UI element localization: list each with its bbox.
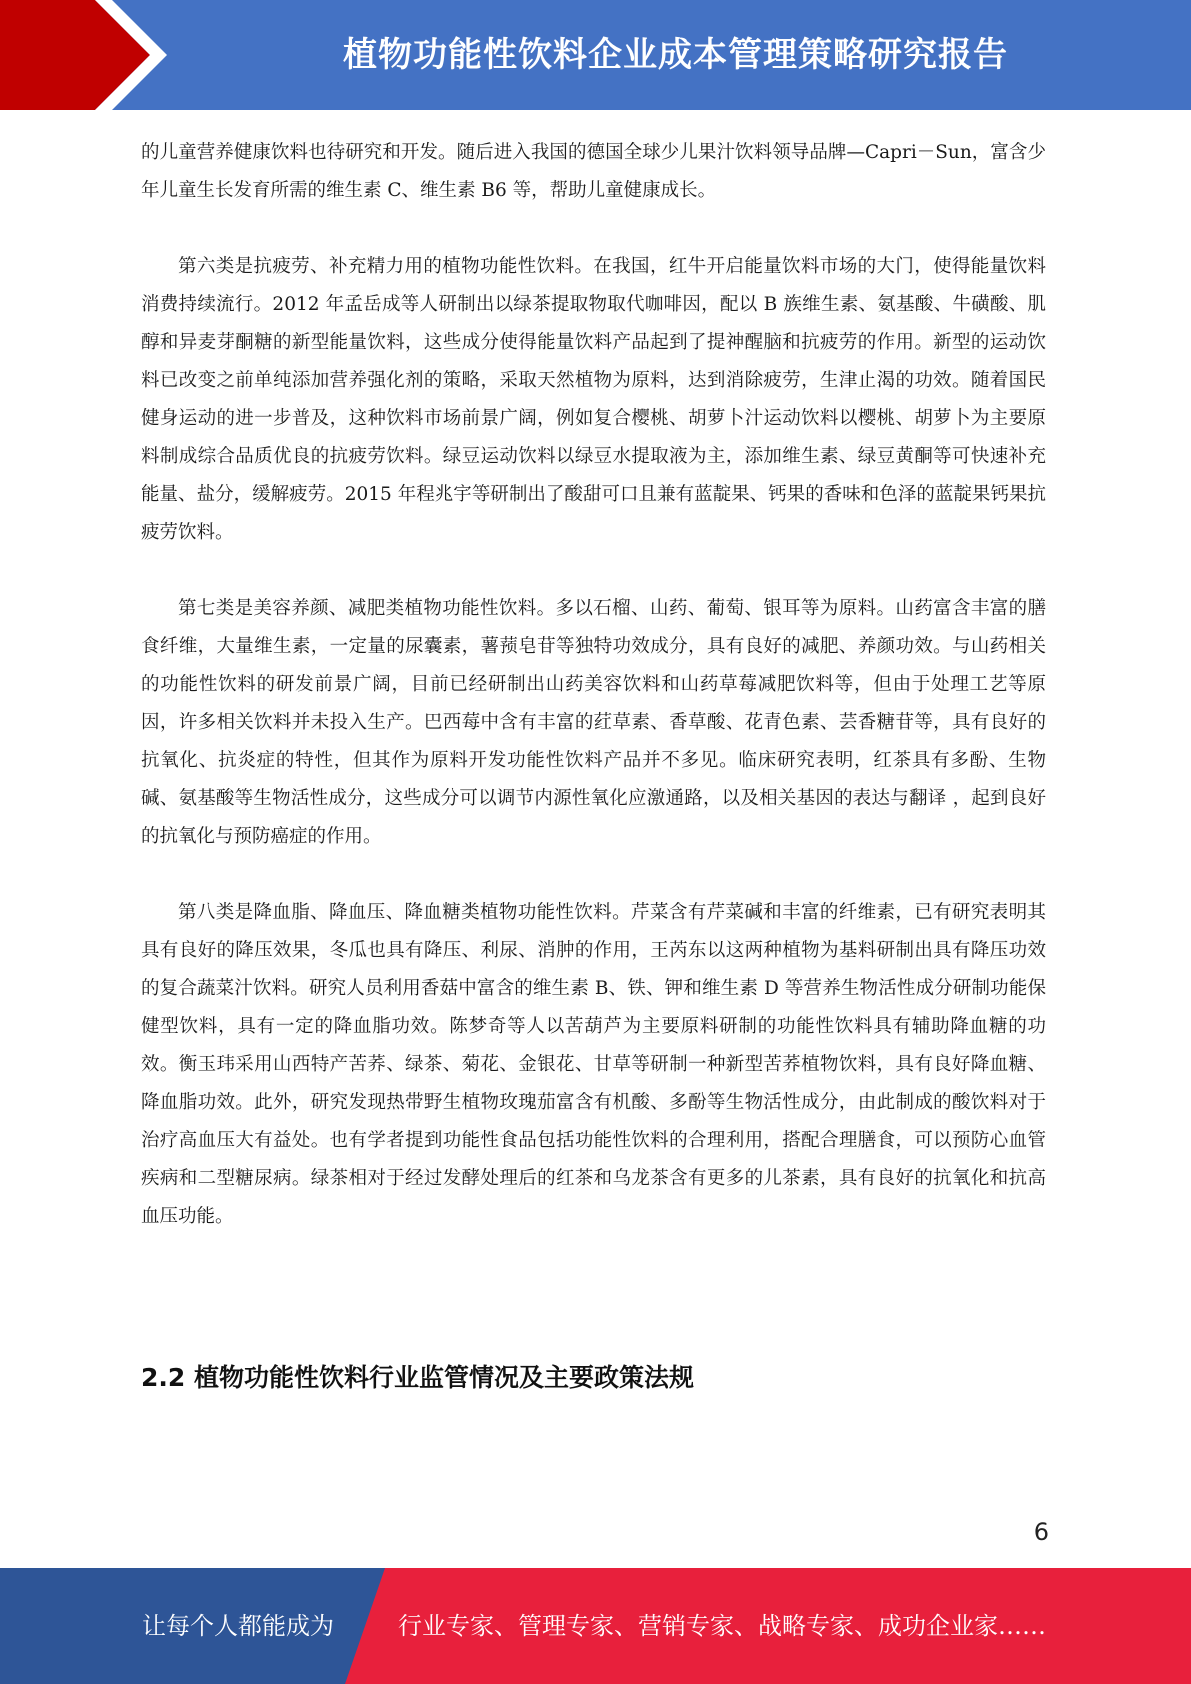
page-number: 6 [1033, 1518, 1049, 1546]
footer-slogan-left: 让每个人都能成为 [142, 1612, 334, 1640]
header-title: 植物功能性饮料企业成本管理策略研究报告 [343, 35, 1008, 75]
section-heading: 2.2 植物功能性饮料行业监管情况及主要政策法规 [141, 1363, 694, 1392]
paragraph-category-six: 第六类是抗疲劳、补充精力用的植物功能性饮料。在我国，红牛开启能量饮料市场的大门，使得能量饮料消费持续流行。2012 年孟岳成等人研制出以绿茶提取物取代咖啡因，配以 B 族维生素、氨基酸、牛磺酸、肌醇和异麦芽酮糖的新型能量饮料，这些成分使得能量饮料产品起到了提神醒脑和抗疲劳的作用。新型的运动饮料已改变之前单纯添加营养强化剂的策略，采取天然植物为原料，达到消除疲劳，生津止渴的功效。随着国民健身运动的进一步普及，这种饮料市场前景广阔，例如复合樱桃、胡萝卜汁运动饮料以樱桃、胡萝卜为主要原料制成综合品质优良的抗疲劳饮料。绿豆运动饮料以绿豆水提取液为主，添加维生素、绿豆黄酮等可快速补充能量、盐分，缓解疲劳。2015 年程兆宇等研制出了酸甜可口且兼有蓝靛果、钙果的香味和色泽的蓝靛果钙果抗疲劳饮料。 [141, 256, 1046, 543]
paragraph-category-seven: 第七类是美容养颜、减肥类植物功能性饮料。多以石榴、山药、葡萄、银耳等为原料。山药富含丰富的膳食纤维，大量维生素，一定量的尿囊素，薯蓣皂苷等独特功效成分，具有良好的减肥、养颜功效。与山药相关的功能性饮料的研发前景广阔，目前已经研制出山药美容饮料和山药草莓减肥饮料等，但由于处理工艺等原因，许多相关饮料并未投入生产。巴西莓中含有丰富的荭草素、香草酸、花青色素、芸香糖苷等，具有良好的抗氧化、抗炎症的特性，但其作为原料开发功能性饮料产品并不多见。临床研究表明，红茶具有多酚、生物碱、氨基酸等生物活性成分，这些成分可以调节内源性氧化应激通路，以及相关基因的表达与翻译 ，起到良好的抗氧化与预防癌症的作用。 [141, 598, 1046, 847]
footer-banner [0, 1568, 1191, 1684]
header-arrow-decoration [0, 0, 200, 110]
paragraph-category-eight: 第八类是降血脂、降血压、降血糖类植物功能性饮料。芹菜含有芹菜碱和丰富的纤维素，已有研究表明其具有良好的降压效果，冬瓜也具有降压、利尿、消肿的作用，王芮东以这两种植物为基料研制出具有降压功效的复合蔬菜汁饮料。研究人员利用香菇中富含的维生素 B、铁、钾和维生素 D 等营养生物活性成分研制功能保健型饮料，具有一定的降血脂功效。陈梦奇等人以苦葫芦为主要原料研制的功能性饮料具有辅助降血糖的功效。衡玉玮采用山西特产苦荞、绿茶、菊花、金银花、甘草等研制一种新型苦荞植物饮料，具有良好降血糖、降血脂功效。此外，研究发现热带野生植物玫瑰茄富含有机酸、多酚等生物活性成分，由此制成的酸饮料对于治疗高血压大有益处。也有学者提到功能性食品包括功能性饮料的合理利用，搭配合理膳食，可以预防心血管疾病和二型糖尿病。绿茶相对于经过发酵处理后的红茶和乌龙茶含有更多的儿茶素，具有良好的抗氧化和抗高血压功能。 [141, 902, 1046, 1227]
header-banner [0, 0, 1191, 110]
footer-slogan-right: 行业专家、管理专家、营销专家、战略专家、成功企业家…… [398, 1612, 1046, 1640]
main-content [141, 134, 1046, 1236]
paragraph-continuation: 的儿童营养健康饮料也待研究和开发。随后进入我国的德国全球少儿果汁饮料领导品牌—Capri－Sun，富含少年儿童生长发育所需的维生素 C、维生素 B6 等，帮助儿童健康成长。 [141, 142, 1046, 201]
